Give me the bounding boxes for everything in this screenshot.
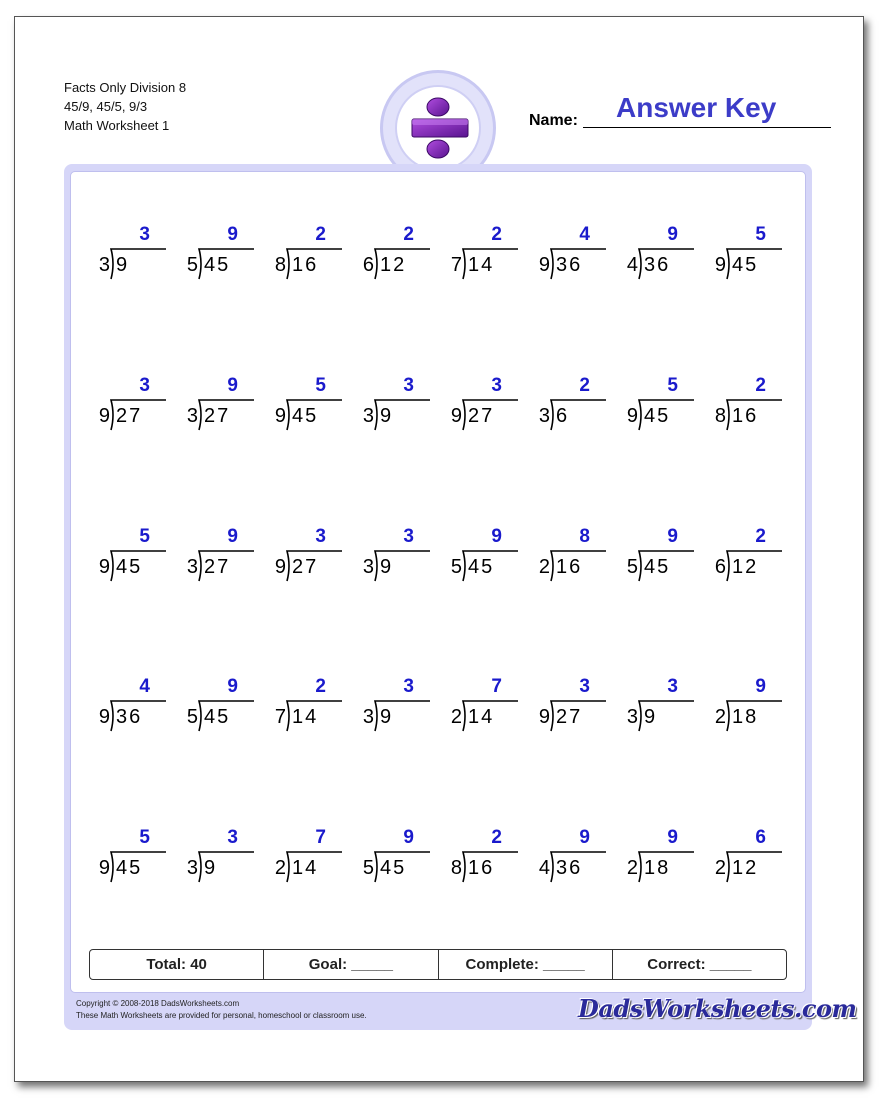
quotient-answer: 9 (403, 827, 416, 848)
division-problem (262, 526, 342, 588)
divisor: 9 (714, 254, 726, 276)
name-line (583, 127, 831, 128)
quotient-answer: 2 (403, 224, 416, 245)
quotient-answer: 2 (315, 676, 328, 697)
divisor: 7 (274, 706, 286, 728)
division-problem (702, 526, 782, 588)
division-problem (438, 224, 518, 286)
quotient-answer: 3 (139, 224, 152, 245)
divisor: 3 (362, 556, 374, 578)
quotient-answer: 9 (579, 827, 592, 848)
dividend: 14 (292, 706, 319, 728)
division-problem (262, 676, 342, 738)
division-problem (438, 375, 518, 437)
division-problem (614, 676, 694, 738)
dividend: 16 (732, 405, 759, 427)
divisor: 2 (626, 857, 638, 879)
divisor: 6 (362, 254, 374, 276)
division-problem (614, 375, 694, 437)
division-problem (262, 224, 342, 286)
dividend: 27 (204, 405, 231, 427)
copyright-line: Copyright © 2008-2018 DadsWorksheets.com (76, 999, 240, 1008)
division-problem (174, 375, 254, 437)
quotient-answer: 3 (315, 526, 328, 547)
divisor: 9 (98, 857, 110, 879)
worksheet-facts: 45/9, 45/5, 9/3 (64, 99, 148, 114)
dividend: 12 (732, 556, 759, 578)
division-problem (526, 526, 606, 588)
divisor: 4 (538, 857, 550, 879)
division-problem (86, 224, 166, 286)
division-problem (526, 224, 606, 286)
score-complete: Complete: _____ (439, 950, 613, 979)
score-bar (89, 949, 787, 980)
quotient-answer: 3 (403, 375, 416, 396)
divisor: 9 (274, 556, 286, 578)
divisor: 2 (274, 857, 286, 879)
quotient-answer: 9 (667, 526, 680, 547)
divisor: 8 (714, 405, 726, 427)
division-problem (702, 375, 782, 437)
dividend: 45 (292, 405, 319, 427)
divisor: 9 (98, 405, 110, 427)
divisor: 2 (714, 857, 726, 879)
quotient-answer: 3 (227, 827, 240, 848)
worksheet-number: Math Worksheet 1 (64, 118, 170, 133)
quotient-answer: 9 (227, 224, 240, 245)
dividend: 12 (732, 857, 759, 879)
quotient-answer: 2 (491, 224, 504, 245)
division-problem (438, 526, 518, 588)
divisor: 5 (450, 556, 462, 578)
dividend: 27 (204, 556, 231, 578)
quotient-answer: 2 (491, 827, 504, 848)
dividend: 9 (204, 857, 218, 879)
divisor: 9 (98, 706, 110, 728)
dividend: 45 (116, 556, 143, 578)
divisor: 8 (450, 857, 462, 879)
divisor: 6 (714, 556, 726, 578)
quotient-answer: 8 (579, 526, 592, 547)
divisor: 2 (714, 706, 726, 728)
score-total: Total: 40 (90, 950, 264, 979)
dividend: 12 (380, 254, 407, 276)
division-problem (526, 827, 606, 889)
quotient-answer: 9 (667, 827, 680, 848)
dividend: 45 (644, 556, 671, 578)
divisor: 3 (362, 405, 374, 427)
quotient-answer: 7 (315, 827, 328, 848)
quotient-answer: 2 (755, 526, 768, 547)
dividend: 45 (204, 706, 231, 728)
dividend: 36 (116, 706, 143, 728)
dividend: 9 (116, 254, 130, 276)
division-problem (174, 827, 254, 889)
dividend: 14 (468, 706, 495, 728)
dividend: 18 (644, 857, 671, 879)
division-problem (350, 224, 430, 286)
divisor: 2 (538, 556, 550, 578)
divisor: 3 (362, 706, 374, 728)
quotient-answer: 2 (315, 224, 328, 245)
divisor: 2 (450, 706, 462, 728)
quotient-answer: 5 (315, 375, 328, 396)
quotient-answer: 5 (139, 526, 152, 547)
dividend: 14 (468, 254, 495, 276)
dividend: 45 (468, 556, 495, 578)
divisor: 9 (98, 556, 110, 578)
divisor: 9 (626, 405, 638, 427)
worksheet-title: Facts Only Division 8 (64, 80, 187, 95)
quotient-answer: 9 (667, 224, 680, 245)
division-problem (702, 224, 782, 286)
problem-frame (64, 164, 812, 1030)
divisor: 3 (98, 254, 110, 276)
score-correct: Correct: _____ (647, 956, 752, 973)
dividend: 36 (556, 254, 583, 276)
quotient-answer: 3 (403, 526, 416, 547)
quotient-answer: 3 (139, 375, 152, 396)
dividend: 45 (380, 857, 407, 879)
quotient-answer: 9 (755, 676, 768, 697)
quotient-answer: 3 (403, 676, 416, 697)
dividend: 9 (644, 706, 658, 728)
division-problem (86, 375, 166, 437)
dividend: 9 (380, 706, 394, 728)
divisor: 5 (186, 706, 198, 728)
division-problem (614, 526, 694, 588)
quotient-answer: 6 (755, 827, 768, 848)
division-problem (86, 676, 166, 738)
dividend: 9 (380, 556, 394, 578)
name-label: Name: (529, 112, 578, 129)
division-problem (614, 224, 694, 286)
dividend: 16 (468, 857, 495, 879)
division-problem (702, 676, 782, 738)
quotient-answer: 2 (579, 375, 592, 396)
dividend: 27 (292, 556, 319, 578)
worksheet-meta (64, 78, 186, 135)
division-problem (174, 526, 254, 588)
quotient-answer: 3 (667, 676, 680, 697)
quotient-answer: 9 (227, 676, 240, 697)
division-problem (438, 827, 518, 889)
division-problem (614, 827, 694, 889)
divisor: 7 (450, 254, 462, 276)
quotient-answer: 5 (139, 827, 152, 848)
quotient-answer: 3 (579, 676, 592, 697)
quotient-answer: 9 (227, 375, 240, 396)
divisor: 9 (538, 254, 550, 276)
dividend: 27 (556, 706, 583, 728)
division-symbol-icon (395, 85, 481, 171)
divisor: 3 (538, 405, 550, 427)
dividend: 27 (116, 405, 143, 427)
quotient-answer: 5 (755, 224, 768, 245)
division-problem (174, 676, 254, 738)
dividend: 27 (468, 405, 495, 427)
dividend: 6 (556, 405, 570, 427)
divisor: 3 (186, 857, 198, 879)
divisor: 9 (450, 405, 462, 427)
divisor: 8 (274, 254, 286, 276)
divisor: 5 (362, 857, 374, 879)
quotient-answer: 7 (491, 676, 504, 697)
division-problem (438, 676, 518, 738)
division-problem (702, 827, 782, 889)
division-problem (174, 224, 254, 286)
division-problem (350, 526, 430, 588)
answer-key-text: Answer Key (616, 92, 777, 123)
score-goal: Goal: _____ (264, 950, 438, 979)
quotient-answer: 4 (579, 224, 592, 245)
dividend: 9 (380, 405, 394, 427)
division-problem (86, 827, 166, 889)
copyright-notice (76, 998, 367, 1022)
dividend: 45 (204, 254, 231, 276)
divisor: 3 (626, 706, 638, 728)
divisor: 3 (186, 405, 198, 427)
division-problem (262, 827, 342, 889)
division-problem (350, 827, 430, 889)
usage-line: These Math Worksheets are provided for personal, homeschool or classroom use. (76, 1011, 367, 1020)
divisor: 4 (626, 254, 638, 276)
dividend: 18 (732, 706, 759, 728)
division-problem (262, 375, 342, 437)
divisor: 5 (186, 254, 198, 276)
brand-logo: DadsWorksheets.com (578, 994, 857, 1023)
quotient-answer: 5 (667, 375, 680, 396)
division-problem (350, 375, 430, 437)
division-problem (526, 676, 606, 738)
divisor: 5 (626, 556, 638, 578)
dividend: 14 (292, 857, 319, 879)
dividend: 45 (732, 254, 759, 276)
divisor: 9 (274, 405, 286, 427)
division-problem (86, 526, 166, 588)
division-problem (526, 375, 606, 437)
quotient-answer: 3 (491, 375, 504, 396)
dividend: 45 (644, 405, 671, 427)
quotient-answer: 4 (139, 676, 152, 697)
quotient-answer: 9 (227, 526, 240, 547)
dividend: 16 (556, 556, 583, 578)
division-problem (350, 676, 430, 738)
divisor: 9 (538, 706, 550, 728)
dividend: 36 (556, 857, 583, 879)
quotient-answer: 9 (491, 526, 504, 547)
dividend: 36 (644, 254, 671, 276)
dividend: 45 (116, 857, 143, 879)
divisor: 3 (186, 556, 198, 578)
quotient-answer: 2 (755, 375, 768, 396)
dividend: 16 (292, 254, 319, 276)
